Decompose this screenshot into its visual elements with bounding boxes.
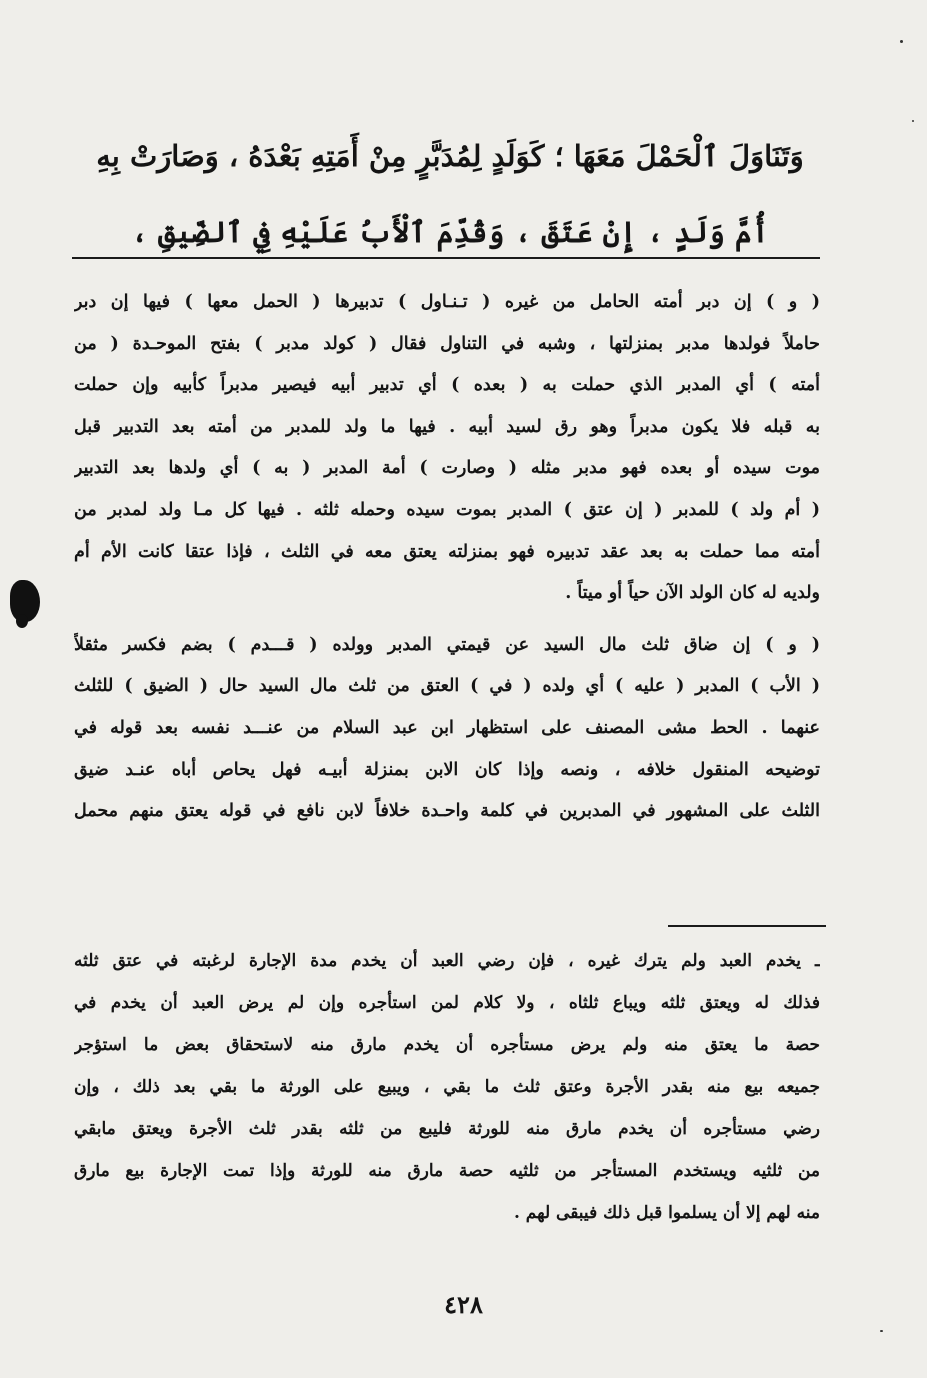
commentary-paragraph — [74, 282, 820, 615]
main-text-line: أُمَّ وَلَدٍ ، إِنْ عَتَقَ ، وَقُدِّمَ ٱلْأَبُ عَلَيْهِ فِي ٱلضِّيقِ ، — [131, 215, 769, 249]
commentary-line: ( و ) إن دبر أمته الحامل من غيره ( تـنـاول ) تدبيرها ( الحمل معها ) فيها إن دبر — [74, 292, 820, 312]
commentary-paragraph — [74, 625, 820, 833]
footnote-line: منه لهم إلا أن يسلموا قبل ذلك فيبقى لهم . — [513, 1203, 820, 1223]
scan-speck — [880, 1330, 883, 1332]
scan-speck — [900, 40, 903, 43]
footnote — [74, 940, 820, 1234]
footnote-line: حصة ما يعتق منه ولم يرض مستأجره أن يخدم مارق منه لاستحقاق بعض ما استؤجر — [74, 1035, 820, 1055]
ink-blot — [10, 580, 40, 622]
footnote-line: فذلك له ويعتق ثلثه ويباع ثلثاه ، ولا كلام لمن استأجره وإن لم يرض العبد أن يخدم في — [74, 993, 820, 1013]
commentary-line: ولديه له كان الولد الآن حياً أو ميتاً . — [565, 583, 820, 604]
commentary — [74, 282, 820, 833]
footnote-line: جميعه بيع منه بقدر الأجرة وعتق ثلث ما بقي ، ويبيع على الورثة ما بقي بعد ذلك ، وإن — [74, 1077, 820, 1097]
footnote-line: ـ يخدم العبد ولم يترك غيره ، فإن رضي العبد أن يخدم مدة الإجارة لرغبته في عتق ثلثه — [74, 951, 820, 971]
commentary-line: أمته مما حملت به بعد عقد تدبيره فهو بمنزلته يعتق معه في الثلث ، فإذا عتقا كانت الأم أم — [74, 541, 820, 562]
commentary-line: ( الأب ) المدبر ( عليه ) أي ولده ( في ) العتق من ثلث مال السيد حال ( الضيق ) للثلث — [74, 676, 820, 697]
scan-speck — [912, 120, 914, 122]
commentary-line: حاملاً فولدها مدبر بمنزلتها ، وشبه في التناول فقال ( كولد مدبر ) بفتح الموحـدة ( من — [74, 333, 820, 354]
commentary-line: توضيحه المنقول خلافه ، ونصه وإذا كان الابن بمنزلة أبيـه فهل يحاص أباه عنـد ضيق — [74, 759, 820, 780]
commentary-line: عنهما . الحط مشى المصنف على استظهار ابن عبد السلام من عنـــد نفسه بعد قوله في — [74, 717, 820, 738]
page-number: ٤٢٨ — [444, 1290, 483, 1319]
commentary-line: به قبله فلا يكون مدبراً وهو رق لسيد أبيه . فيها ما ولد للمدبر من أمته بعد التدبير قبل — [74, 416, 820, 437]
main-text-line: وَتَنَاوَلَ ٱلْحَمْلَ مَعَهَا ؛ كَوَلَدٍ لِمُدَبَّرٍ مِنْ أَمَتِهِ بَعْدَهُ ، وَصَارَتْ بِهِ — [96, 139, 804, 173]
footnote-divider — [668, 925, 826, 927]
commentary-line: أمته ) أي المدبر الذي حملت به ( بعده ) أي تدبير أبيه فيصير مدبراً كأبيه وإن حملت — [74, 375, 820, 396]
commentary-line: ( أم ولد ) للمدبر ( إن عتق ) المدبر بموت سيده وحمله ثلثه . فيها كل مـا ولد لمدبر من — [74, 499, 820, 520]
footnote-line: من ثلثيه ويستخدم المستأجر من ثلثيه حصة مارق منه للورثة وإذا تمت الإجارة بيع مارق — [74, 1161, 820, 1181]
main-text — [80, 118, 820, 270]
commentary-line: ( و ) إن ضاق ثلث مال السيد عن قيمتي المدبر وولده ( قـــدم ) بضم فكسر مثقلاً — [74, 634, 820, 655]
main-text-divider — [72, 257, 820, 259]
footnote-line: رضي مستأجره أن يخدم مارق منه للورثة فليبع من ثلثه بقدر ثلث الأجرة ويعتق مابقي — [74, 1119, 820, 1139]
commentary-line: موت سيده أو بعده فهو مدبر مثله ( وصارت ) أمة المدبر ( به ) أي ولدها بعد التدبير — [74, 458, 820, 479]
commentary-line: الثلث على المشهور في المدبرين في كلمة واحـدة خلافاً لابن نافع في قوله يعتق منهم محمل — [74, 801, 820, 822]
